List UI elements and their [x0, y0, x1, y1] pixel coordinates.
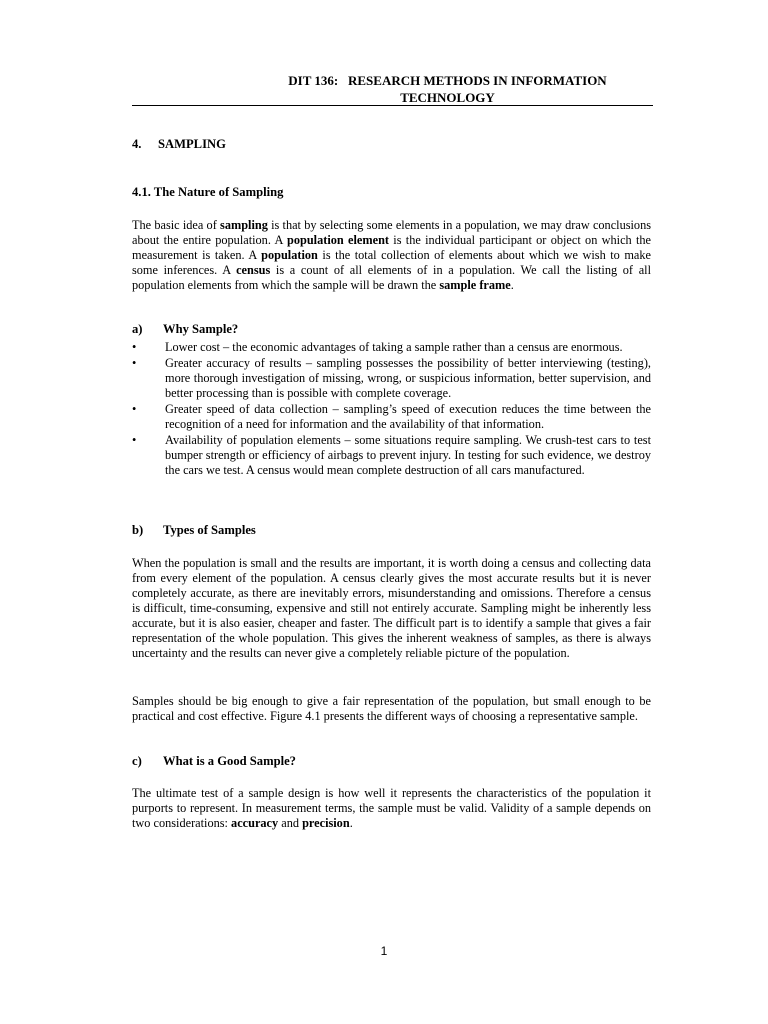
types-letter: b)	[132, 523, 144, 537]
list-item-text: Greater accuracy of results – sampling possesses the possibility of better interviewing (testing), more thorough investigation of missing, wrong, or suspicious information, better supervision, and better processing than is possible with complete coverage.	[165, 356, 651, 400]
good-sample-text-2: and	[278, 816, 303, 830]
term-population: population	[261, 248, 318, 262]
list-item	[132, 433, 651, 478]
header-divider	[132, 105, 653, 106]
bullet-icon: •	[132, 356, 137, 370]
term-population-element: population element	[287, 233, 390, 247]
why-sample-title: Why Sample?	[163, 322, 239, 336]
types-paragraph-2: Samples should be big enough to give a fair representation of the population, but small enough to be practical and cost effective. Figure 4.1 presents the different ways of choosing a representative sample.	[132, 694, 651, 723]
term-sampling: sampling	[220, 218, 268, 232]
why-sample-list	[132, 340, 651, 479]
types-title: Types of Samples	[163, 523, 256, 537]
term-sample-frame: sample frame	[439, 278, 511, 292]
good-sample-text-3: .	[349, 816, 353, 830]
good-sample-text-1: The ultimate test of a sample design is how well it represents the characteristics of the population it purports to represent. In measurement terms, the sample must be valid. Validity of a sample depends on two considerations:	[132, 786, 651, 830]
term-census: census	[236, 263, 271, 277]
intro-text-4: is the total collection of elements about which we wish to make some inferences. A	[132, 248, 651, 277]
bullet-icon: •	[132, 340, 137, 354]
good-sample-title: What is a Good Sample?	[163, 754, 296, 768]
course-header-line2: TECHNOLOGY	[400, 90, 495, 105]
course-header-line1: DIT 136: RESEARCH METHODS IN INFORMATION	[288, 73, 607, 88]
intro-paragraph	[132, 218, 651, 293]
intro-text-6: .	[510, 278, 514, 292]
good-sample-letter: c)	[132, 754, 142, 768]
list-item	[132, 356, 651, 401]
page-number: 1	[380, 944, 388, 958]
intro-text-3: is the individual participant or object on which the measurement is taken. A	[132, 233, 652, 262]
types-paragraph-1: When the population is small and the results are important, it is worth doing a census and collecting data from every element of the population. A census clearly gives the most accurate results but it is never completely accurate, as there are inevitably errors, misunderstanding and omissions. Therefore a census is difficult, time-consuming, expensive and still not entirely accurate. Sampling might be inherently less accurate, but it is also easier, cheaper and faster. The difficult part is to identify a sample that gives a fair representation of the whole population. This gives the inherent weakness of samples, as there is always uncertainty and the results can never give a completely reliable picture of the population.	[132, 556, 651, 660]
list-item-text: Lower cost – the economic advantages of taking a sample rather than a census are enormous.	[165, 340, 623, 354]
why-sample-letter: a)	[132, 322, 143, 336]
term-precision: precision	[302, 816, 350, 830]
section-title: SAMPLING	[158, 137, 226, 151]
course-header	[132, 72, 653, 106]
list-item	[132, 402, 651, 432]
why-sample-heading	[132, 322, 651, 337]
intro-text-5: is a count of all elements of in a population. We call the listing of all population elements from which the sample will be drawn the	[132, 263, 651, 292]
bullet-icon: •	[132, 433, 137, 447]
subsection-heading: 4.1. The Nature of Sampling	[132, 185, 284, 199]
bullet-icon: •	[132, 402, 137, 416]
list-item-text: Availability of population elements – some situations require sampling. We crush-test cars to test bumper strength or efficiency of airbags to prevent injury. In testing for such evidence, we destroy the cars we test. A census would mean complete destruction of all cars manufactured.	[165, 433, 651, 477]
section-heading	[132, 137, 651, 152]
good-sample-paragraph	[132, 786, 651, 831]
types-heading	[132, 523, 651, 538]
good-sample-heading	[132, 754, 651, 769]
section-number: 4.	[132, 137, 142, 151]
list-item	[132, 340, 651, 355]
intro-text-1: The basic idea of	[132, 218, 221, 232]
list-item-text: Greater speed of data collection – sampling’s speed of execution reduces the time between the recognition of a need for information and the availability of that information.	[165, 402, 651, 431]
intro-text-2: is that by selecting some elements in a population, we may draw conclusions about the entire population. A	[132, 218, 652, 247]
term-accuracy: accuracy	[231, 816, 279, 830]
